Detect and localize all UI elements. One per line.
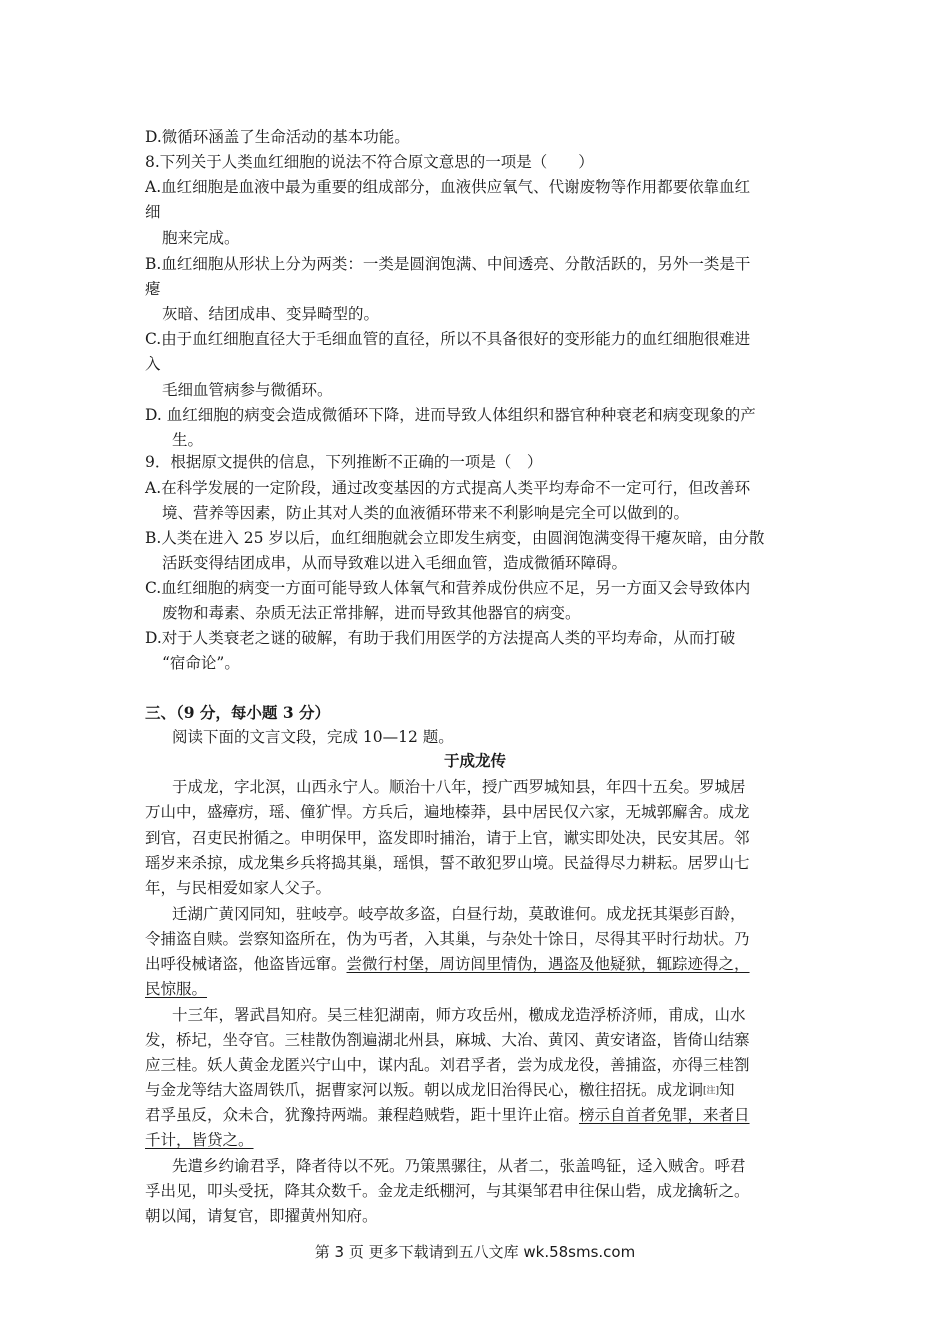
q8-stem: 8.下列关于人类血红细胞的说法不符合原文意思的一项是（ ） [145, 153, 594, 171]
q9-option-d-line2: “宿命论”。 [162, 654, 240, 672]
section-heading: 三、（9 分，每小题 3 分） [145, 703, 331, 722]
q8-option-b-line3: 灰暗、结团成串、变异畸型的。 [162, 305, 380, 323]
passage-p1-line5: 年，与民相爱如家人父子。 [145, 879, 332, 897]
q9-stem: 9．根据原文提供的信息，下列推断不正确的一项是（ ） [145, 453, 543, 471]
passage-p1-line4: 瑶岁来杀掠，成龙集乡兵将捣其巢，瑶惧，誓不敢犯罗山境。民益得尽力耕耘。居罗山七 [145, 854, 750, 872]
passage-p3-line6 [145, 1129, 254, 1151]
passage-p3-line4 [145, 1079, 735, 1102]
q9-option-b-line1: B.人类在进入 25 岁以后，血红细胞就会立即发生病变，由圆润饱满变得干瘪灰暗，由分散 [145, 529, 765, 547]
passage-p2-line2: 令捕盗自赎。尝察知盗所在，伪为丐者，入其巢，与杂处十馀日，尽得其平时行劫状。乃 [145, 930, 750, 948]
passage-p4-line1: 先遣乡约谕君孚，降者待以不死。乃策黑骡往，从者二，张盖鸣钲，迳入贼舍。呼君 [172, 1157, 746, 1175]
q9-option-d-line1: D.对于人类衰老之谜的破解，有助于我们用医学的方法提高人类的平均寿命，从而打破 [145, 629, 736, 647]
page-footer: 第 3 页 更多下载请到五八文库 wk.58sms.com [314, 1243, 636, 1261]
q9-option-a-line2: 境、营养等因素，防止其对人类的血液循环带来不利影响是完全可以做到的。 [162, 504, 690, 522]
passage-p4-line3: 朝以闻，请复官，即擢黄州知府。 [145, 1207, 378, 1225]
q7-option-d: D.微循环涵盖了生命活动的基本功能。 [145, 128, 410, 146]
section-instruction: 阅读下面的文言文段，完成 10—12 题。 [172, 728, 454, 746]
q8-option-b-line1: B.血红细胞从形状上分为两类：一类是圆润饱满、中间透亮、分散活跃的，另外一类是干 [145, 255, 751, 273]
q8-option-a-line2: 细 [145, 203, 161, 221]
footnote-marker: [注] [703, 1086, 720, 1096]
q8-option-a-line3: 胞来完成。 [162, 229, 240, 247]
q8-option-a-line1: A.血红细胞是血液中最为重要的组成部分，血液供应氧气、代谢废物等作用都要依靠血红 [145, 178, 751, 196]
passage-p3-line3: 应三桂。妖人黄金龙匿兴宁山中，谋内乱。刘君孚者，尝为成龙役，善捕盗，亦得三桂劄 [145, 1056, 750, 1074]
q9-option-b-line2: 活跃变得结团成串，从而导致难以进入毛细血管，造成微循环障碍。 [162, 554, 628, 572]
passage-p2-line3 [145, 953, 750, 975]
passage-p3-line1: 十三年，署武昌知府。吴三桂犯湖南，师方攻岳州，檄成龙造浮桥济师，甫成，山水 [172, 1006, 746, 1024]
passage-p1-line3: 到官，召吏民拊循之。申明保甲，盗发即时捕治，请于上官，谳实即处决，民安其居。邻 [145, 829, 750, 847]
q8-option-c-line1: C.由于血红细胞直径大于毛细血管的直径，所以不具备很好的变形能力的血红细胞很难进 [145, 330, 751, 348]
q8-option-c-line3: 毛细血管病参与微循环。 [162, 381, 333, 399]
q8-option-c-line2: 入 [145, 355, 161, 373]
q8-option-d-line2: 生。 [172, 431, 204, 449]
passage-p4-line2: 孚出见，叩头受抚，降其众数千。金龙走纸棚河，与其渠邹君申往保山砦，成龙擒斩之。 [145, 1182, 750, 1200]
passage-p2-line3-text: 出呼役械诸盗，他盗皆远窜。 [145, 955, 347, 973]
underlined-sentence-1b: 民惊服。 [145, 980, 208, 998]
passage-p3-line4-text: 与金龙等结大盗周铁爪，据曹家河以叛。朝以成龙旧治得民心，檄往招抚。成龙诇 [145, 1081, 704, 1099]
q9-option-c-line2: 废物和毒素、杂质无法正常排解，进而导致其他器官的病变。 [162, 604, 581, 622]
passage-p3-line4-end: 知 [719, 1081, 735, 1099]
passage-p3-line2: 发，桥圮，坐夺官。三桂散伪劄遍湖北州县，麻城、大冶、黄冈、黄安诸盗，皆倚山结寨 [145, 1031, 750, 1049]
passage-p1-line1: 于成龙，字北溟，山西永宁人。顺治十八年，授广西罗城知县，年四十五矣。罗城居 [172, 778, 746, 796]
underlined-sentence-2b: 千计，皆贷之。 [145, 1131, 254, 1149]
passage-p3-line5-text: 君孚虽反，众未合，犹豫持两端。兼程趋贼砦，距十里许止宿。 [145, 1106, 580, 1124]
passage-p2-line4 [145, 978, 207, 1000]
underlined-sentence-2a: 榜示自首者免罪，来者日 [579, 1106, 750, 1124]
passage-p3-line5 [145, 1104, 750, 1126]
passage-p2-line1: 迁湖广黄冈同知，驻岐亭。岐亭故多盗，白昼行劫，莫敢谁何。成龙抚其渠彭百龄， [172, 905, 746, 923]
q8-option-d-line1: D. 血红细胞的病变会造成微循环下降，进而导致人体组织和器官种种衰老和病变现象的产 [145, 406, 756, 424]
q9-option-c-line1: C.血红细胞的病变一方面可能导致人体氧气和营养成份供应不足，另一方面又会导致体内 [145, 579, 751, 597]
passage-title: 于成龙传 [443, 751, 506, 770]
underlined-sentence-1a: 尝微行村堡，周访闾里情伪，遇盗及他疑狱，辄踪迹得之， [346, 955, 750, 973]
passage-p1-line2: 万山中，盛瘴疠，瑶、僮犷悍。方兵后，遍地榛莽，县中居民仅六家，无城郭廨舍。成龙 [145, 803, 750, 821]
q8-option-b-line2: 瘪 [145, 280, 161, 298]
q9-option-a-line1: A.在科学发展的一定阶段，通过改变基因的方式提高人类平均寿命不一定可行，但改善环 [145, 479, 751, 497]
